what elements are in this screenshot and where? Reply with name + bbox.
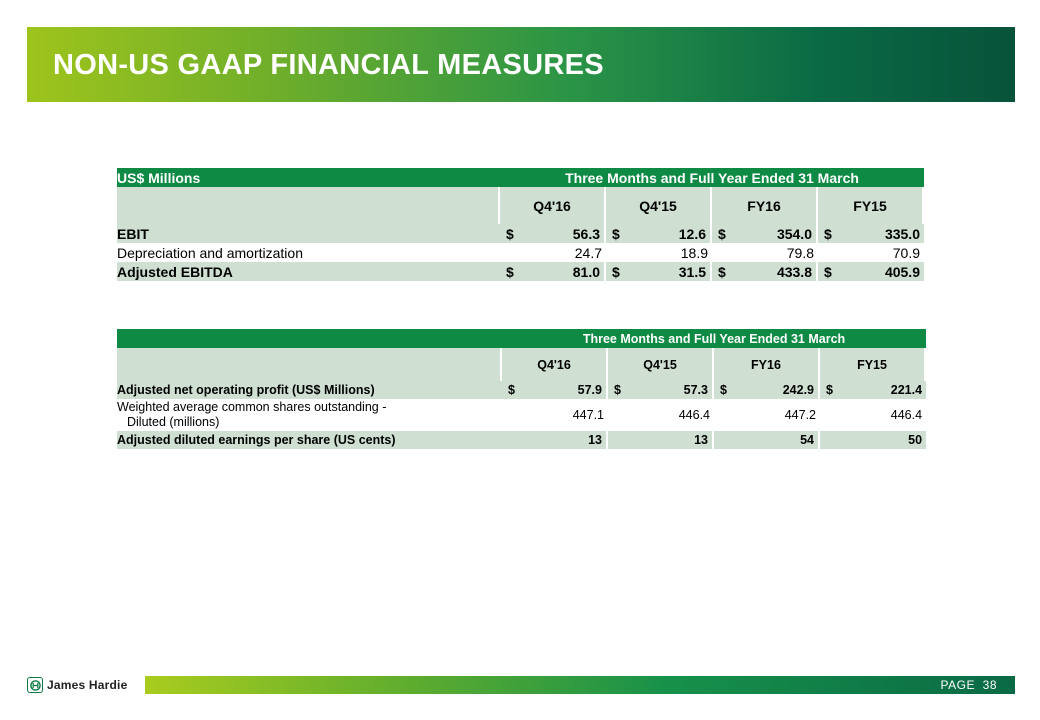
table-row-depreciation <box>117 243 924 262</box>
page-number: 38 <box>982 678 997 692</box>
cell-value: 447.1 <box>572 408 604 422</box>
cell-value: 354.0 <box>776 225 812 242</box>
table-corner-blank <box>117 329 502 348</box>
currency-symbol: $ <box>720 383 727 397</box>
table-corner-label: US$ Millions <box>117 168 500 187</box>
column-header-row <box>117 348 926 381</box>
currency-symbol: $ <box>718 263 726 280</box>
cell-value: 81.0 <box>572 263 600 280</box>
currency-symbol: $ <box>506 263 514 280</box>
currency-symbol: $ <box>506 225 514 242</box>
currency-symbol: $ <box>826 383 833 397</box>
column-header-q4-16: Q4'16 <box>502 348 608 381</box>
cell-value: 18.9 <box>680 244 708 261</box>
currency-symbol: $ <box>824 225 832 242</box>
column-header-row <box>117 187 924 224</box>
cell-value: 13 <box>694 433 708 447</box>
cell-value: 54 <box>800 433 814 447</box>
cell-value: 70.9 <box>892 244 920 261</box>
title-banner <box>27 27 1015 102</box>
cell-value: 242.9 <box>782 383 814 397</box>
currency-symbol: $ <box>718 225 726 242</box>
row-label: Adjusted EBITDA <box>117 262 500 281</box>
column-header-fy15: FY15 <box>818 187 924 224</box>
cell-value: 433.8 <box>776 263 812 280</box>
table-row-adjusted-ebitda <box>117 262 924 281</box>
cell-value: 335.0 <box>884 225 920 242</box>
currency-symbol: $ <box>824 263 832 280</box>
cell-value: 447.2 <box>784 408 816 422</box>
cell-value: 405.9 <box>884 263 920 280</box>
column-header-blank <box>117 348 502 381</box>
slide-title: NON-US GAAP FINANCIAL MEASURES <box>53 49 604 81</box>
cell-value: 446.4 <box>678 408 710 422</box>
cell-value: 13 <box>588 433 602 447</box>
table-header-row <box>117 329 926 348</box>
column-header-q4-15: Q4'15 <box>608 348 714 381</box>
row-label-line-1: Weighted average common shares outstanding - <box>117 400 387 414</box>
cell-value: 56.3 <box>572 225 600 242</box>
cell-value: 57.9 <box>577 383 602 397</box>
cell-value: 446.4 <box>890 408 923 422</box>
currency-symbol: $ <box>612 225 620 242</box>
row-label: Adjusted diluted earnings per share (US cents) <box>117 431 502 449</box>
column-header-q4-15: Q4'15 <box>606 187 712 224</box>
cell-value: 12.6 <box>678 225 706 242</box>
table-period-header: Three Months and Full Year Ended 31 March <box>502 329 926 348</box>
eps-table <box>117 329 926 449</box>
column-header-fy16: FY16 <box>712 187 818 224</box>
row-label: Depreciation and amortization <box>117 243 500 262</box>
column-header-q4-16: Q4'16 <box>500 187 606 224</box>
row-label: Adjusted net operating profit (US$ Millions) <box>117 381 502 399</box>
ebitda-table <box>117 168 924 281</box>
james-hardie-logo-icon <box>27 677 43 693</box>
table-row-net-operating-profit <box>117 381 926 399</box>
currency-symbol: $ <box>508 383 515 397</box>
page-indicator <box>941 678 998 692</box>
table-period-header: Three Months and Full Year Ended 31 March <box>500 168 924 187</box>
row-label: EBIT <box>117 224 500 243</box>
cell-value: 50 <box>908 433 923 447</box>
column-header-fy16: FY16 <box>714 348 820 381</box>
cell-value: 221.4 <box>890 383 923 397</box>
page-label: PAGE <box>940 678 975 692</box>
table-header-row <box>117 168 924 187</box>
row-label <box>117 399 502 431</box>
cell-value: 24.7 <box>574 244 602 261</box>
cell-value: 31.5 <box>678 263 706 280</box>
column-header-blank <box>117 187 500 224</box>
company-logo <box>27 676 127 694</box>
currency-symbol: $ <box>614 383 621 397</box>
row-label-line-2: Diluted (millions) <box>127 415 220 429</box>
currency-symbol: $ <box>612 263 620 280</box>
brand-wordmark: James Hardie <box>47 678 128 692</box>
table-row-ebit <box>117 224 924 243</box>
cell-value: 79.8 <box>786 244 814 261</box>
cell-value: 57.3 <box>683 383 708 397</box>
column-header-fy15: FY15 <box>820 348 926 381</box>
table-row-weighted-shares <box>117 399 926 431</box>
footer-bar <box>145 676 1015 694</box>
table-row-diluted-eps <box>117 431 926 449</box>
